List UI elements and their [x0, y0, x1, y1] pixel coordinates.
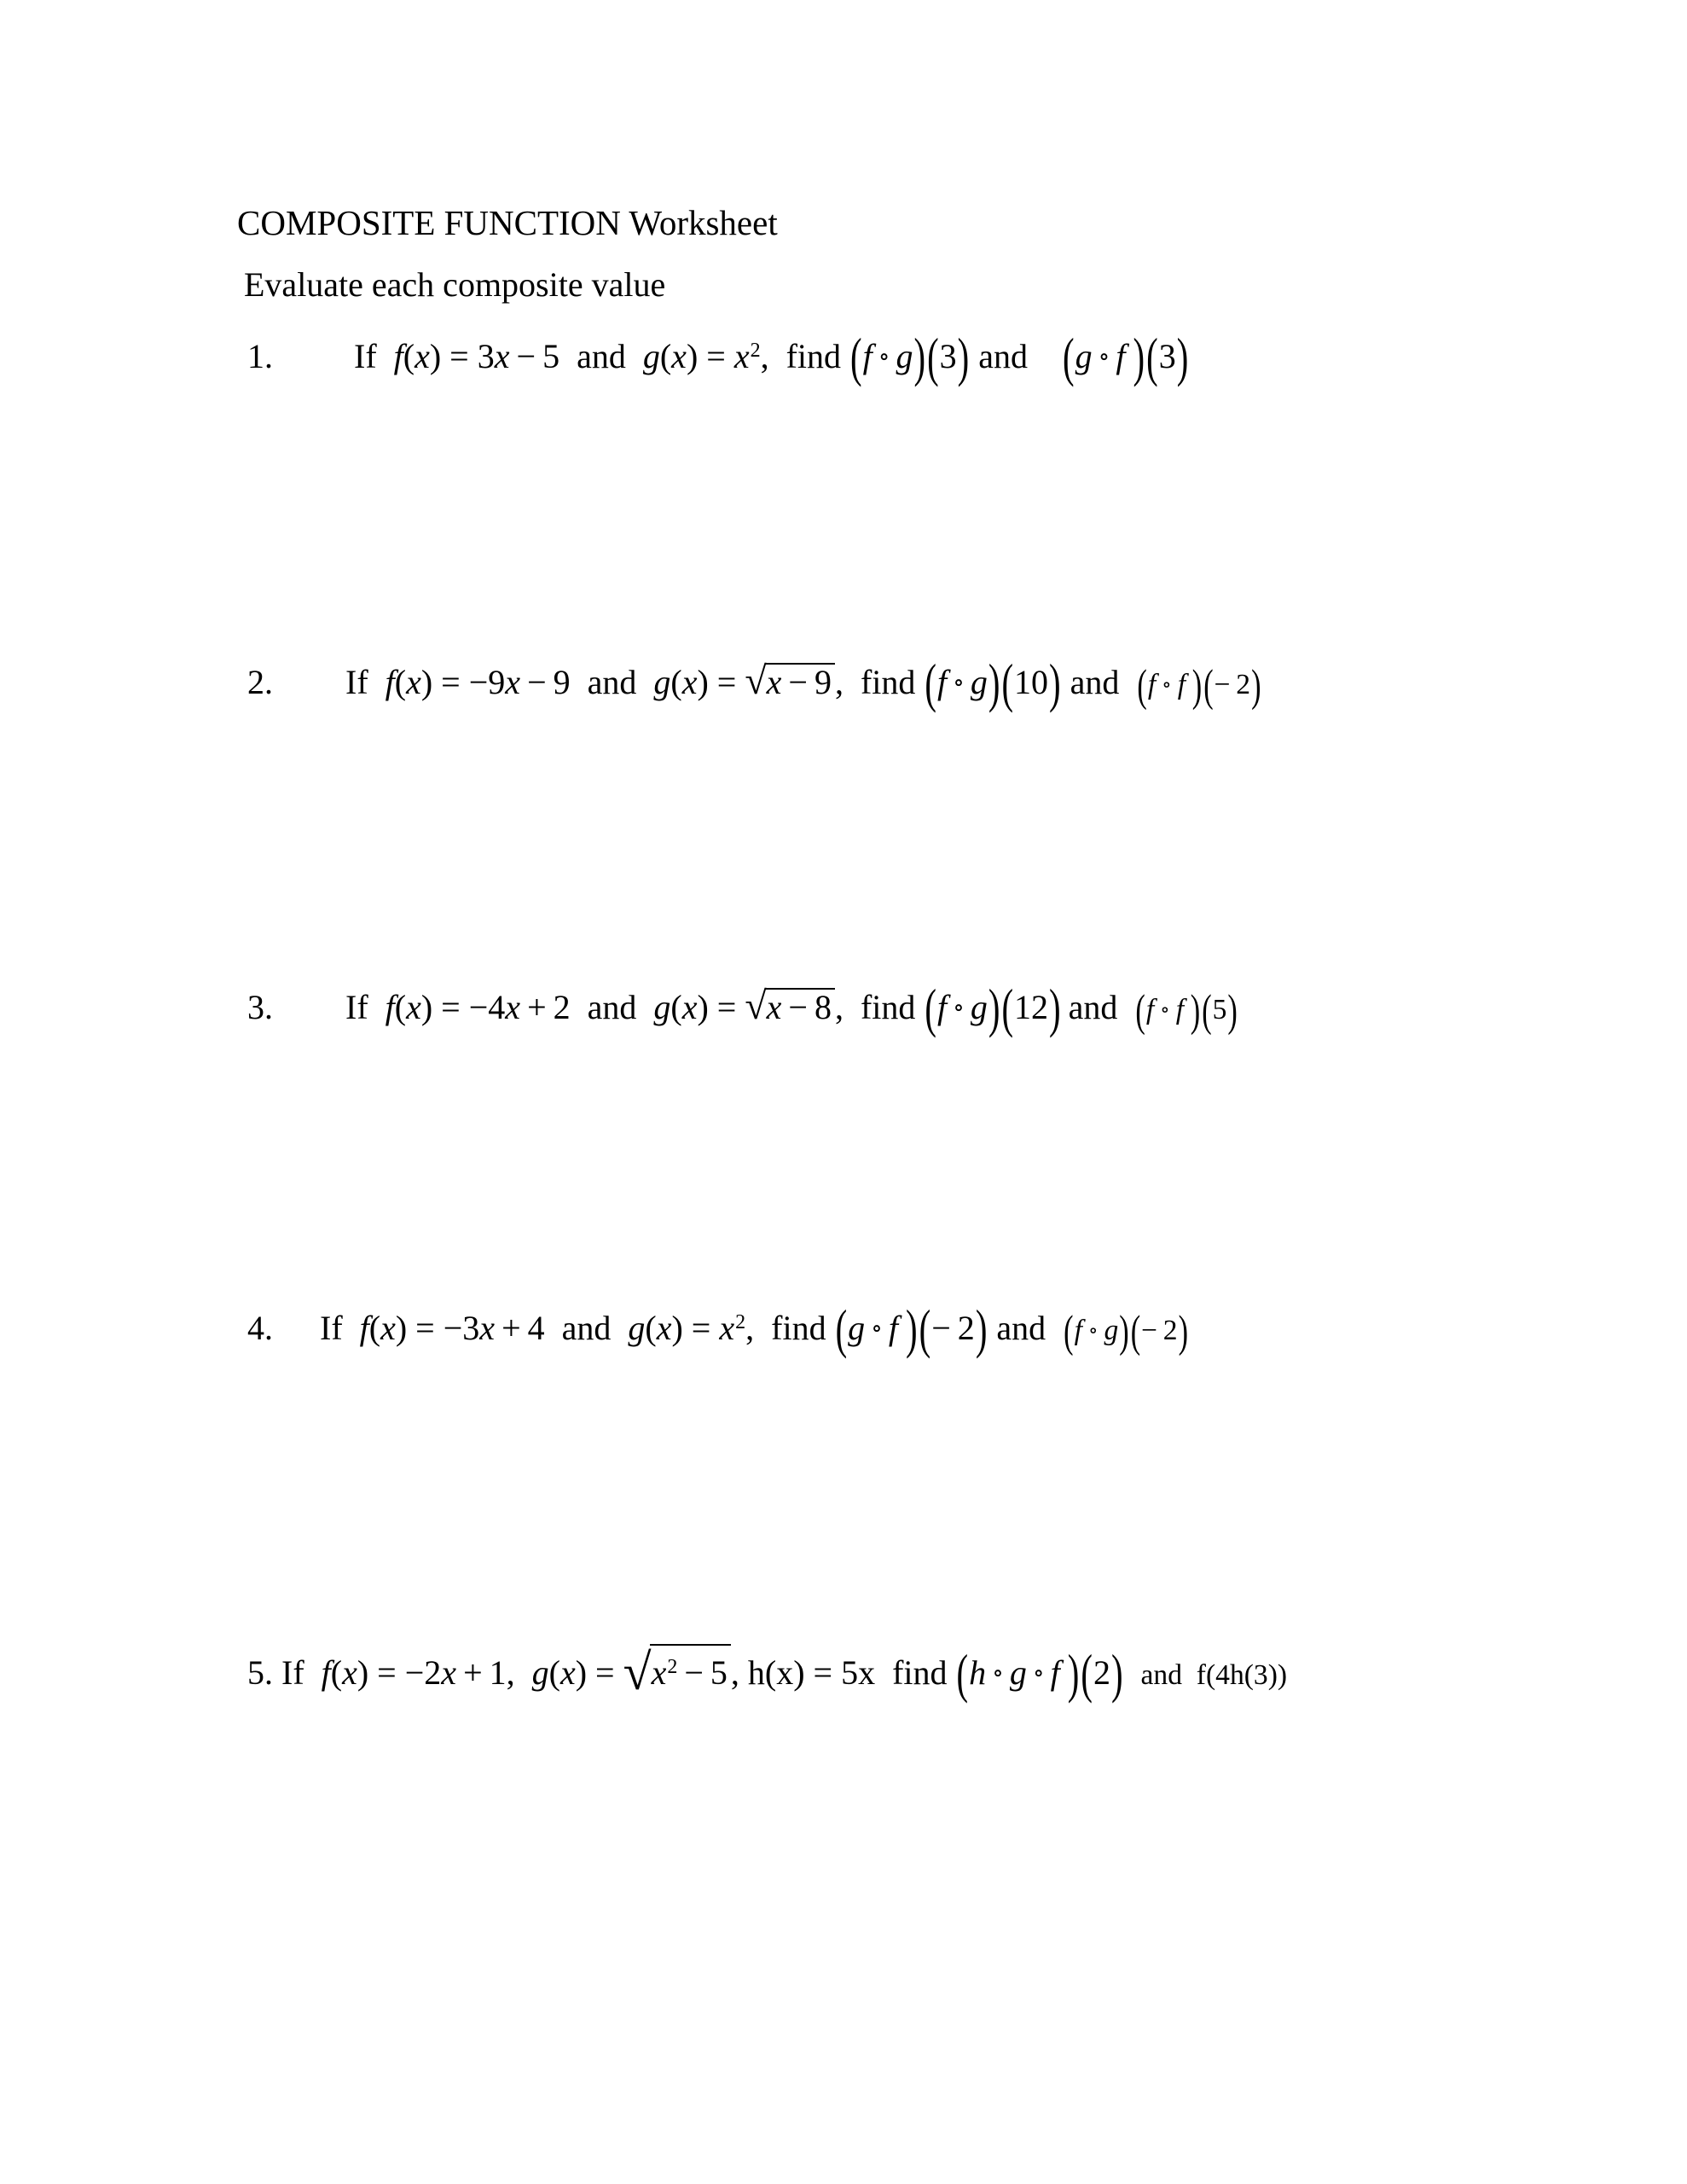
compose-operator-icon: ∘ — [1098, 344, 1110, 371]
math-text — [1124, 1653, 1141, 1692]
math-text: − 8 — [781, 988, 832, 1026]
math-variable: x — [479, 1309, 496, 1347]
math-text: − 9 — [781, 663, 832, 701]
math-text: If — [320, 1309, 360, 1347]
math-text: 10 — [1014, 663, 1049, 701]
math-text: If — [345, 988, 386, 1026]
math-variable: x — [505, 663, 521, 701]
math-variable: f — [1116, 337, 1126, 375]
math-variable: x — [494, 337, 510, 375]
compose-operator-icon: ∘ — [992, 1660, 1004, 1687]
radical-sign-icon: √ — [745, 984, 767, 1027]
math-variable: x — [559, 1653, 576, 1692]
math-variable: h — [969, 1653, 987, 1692]
math-text: + 2 and — [520, 988, 654, 1026]
math-variable: x — [671, 337, 687, 375]
math-variable: f — [1175, 994, 1185, 1025]
math-text: , find — [834, 988, 925, 1026]
math-radicand — [650, 1644, 731, 1691]
math-text: and — [970, 337, 1063, 375]
compose-operator-icon: ∘ — [953, 995, 965, 1022]
problem-line — [247, 1299, 1189, 1359]
math-big-paren: ( — [1203, 660, 1214, 712]
math-big-paren: ) — [1176, 328, 1189, 387]
math-text: 3 — [939, 337, 957, 375]
math-text: and — [988, 1309, 1064, 1347]
math-big-paren: ) — [1178, 1306, 1188, 1357]
math-text: ) = — [686, 337, 734, 375]
math-big-paren: ) — [913, 328, 926, 387]
math-variable: f — [1050, 1653, 1060, 1692]
math-variable: x — [406, 663, 421, 701]
math-variable: g — [642, 337, 660, 375]
compose-operator-icon: ∘ — [1032, 1660, 1045, 1687]
problem-text — [320, 1299, 1189, 1359]
math-text: ) = — [671, 1309, 720, 1347]
math-variable: x — [406, 988, 421, 1026]
math-text: − 2 — [1141, 1315, 1178, 1346]
math-big-paren: ( — [1001, 979, 1014, 1038]
math-big-paren: ( — [850, 328, 862, 387]
math-text: ) = −9 — [420, 663, 506, 701]
problem-line — [247, 328, 1189, 387]
math-text: 3 — [1158, 337, 1176, 375]
math-big-paren: ( — [925, 979, 936, 1038]
math-variable: x — [656, 1309, 672, 1347]
math-text: and — [1061, 988, 1135, 1026]
math-radical — [745, 984, 835, 1027]
math-big-paren: ( — [1202, 985, 1212, 1037]
math-text — [1184, 994, 1190, 1025]
math-superscript: 2 — [735, 1310, 746, 1333]
math-big-paren: ) — [1227, 985, 1238, 1037]
math-variable: g — [970, 663, 988, 701]
math-text: ( — [403, 337, 415, 375]
math-variable: x — [733, 337, 750, 375]
math-big-paren: ) — [957, 328, 970, 387]
compose-operator-icon: ∘ — [1160, 998, 1170, 1021]
math-variable: f — [862, 337, 872, 375]
math-text: ( — [394, 663, 407, 701]
math-text: − 9 and — [520, 663, 654, 701]
problem-text — [354, 328, 1189, 387]
math-variable: x — [342, 1653, 357, 1692]
math-big-paren: ( — [927, 328, 939, 387]
math-big-paren: ( — [1001, 653, 1014, 713]
math-big-paren: ) — [1119, 1306, 1129, 1357]
math-big-paren: ( — [1063, 328, 1075, 387]
compose-operator-icon: ∘ — [1162, 673, 1172, 696]
math-text: ( — [659, 337, 672, 375]
math-big-paren: ( — [1064, 1306, 1074, 1357]
math-big-paren: ) — [1049, 979, 1061, 1038]
math-variable: x — [719, 1309, 735, 1347]
math-big-paren: ) — [1049, 653, 1061, 713]
compose-operator-icon: ∘ — [953, 670, 965, 697]
problem-number: 3. — [247, 988, 273, 1026]
math-text: − 2 — [931, 1309, 975, 1347]
problem-line — [247, 1644, 1288, 1704]
math-text: ) = — [697, 663, 745, 701]
compose-operator-icon: ∘ — [871, 1316, 883, 1343]
math-variable: g — [848, 1309, 866, 1347]
math-text: ( — [368, 1309, 381, 1347]
math-radical — [623, 1644, 731, 1700]
problem-number: 1. — [247, 337, 273, 375]
math-variable: g — [1075, 337, 1093, 375]
math-superscript: 2 — [750, 339, 761, 362]
math-text: 12 — [1014, 988, 1049, 1026]
page-title: COMPOSITE FUNCTION Worksheet — [237, 203, 778, 242]
math-text: ) = −4 — [420, 988, 506, 1026]
math-variable: f — [1145, 994, 1155, 1025]
math-text: − 5 — [677, 1653, 728, 1692]
math-radical — [745, 659, 835, 702]
math-text: 2 — [1093, 1653, 1110, 1692]
math-big-paren: ) — [1190, 985, 1201, 1037]
math-big-paren: ( — [925, 653, 936, 713]
math-variable: g — [653, 663, 671, 701]
math-variable: x — [415, 337, 430, 375]
math-big-paren: ( — [835, 1299, 848, 1359]
math-variable: x — [505, 988, 521, 1026]
math-variable: f — [359, 1309, 369, 1347]
math-big-paren: ( — [1146, 328, 1158, 387]
problem-text — [345, 979, 1238, 1038]
math-big-paren: ( — [956, 1644, 969, 1704]
math-variable: f — [888, 1309, 899, 1347]
math-text: ( — [548, 1653, 560, 1692]
math-radicand — [765, 663, 835, 700]
math-variable: g — [628, 1309, 646, 1347]
math-variable: f — [321, 1653, 331, 1692]
math-big-paren: ( — [1135, 985, 1145, 1037]
math-text: − 5 and — [509, 337, 643, 375]
math-radicand — [765, 988, 835, 1025]
math-big-paren: ( — [919, 1299, 931, 1359]
math-variable: f — [937, 663, 948, 701]
math-big-paren: ) — [988, 979, 1000, 1038]
math-big-paren: ( — [1130, 1306, 1141, 1357]
radical-sign-icon: √ — [623, 1644, 652, 1700]
math-variable: x — [681, 988, 698, 1026]
problem-number: 4. — [247, 1309, 273, 1347]
math-text: , find — [745, 1309, 835, 1347]
math-text — [1060, 1653, 1067, 1692]
math-text: 5 — [1212, 994, 1227, 1025]
math-variable: f — [385, 988, 395, 1026]
math-text: ) = — [697, 988, 745, 1026]
math-text: + 1, — [456, 1653, 532, 1692]
compose-operator-icon: ∘ — [1087, 1319, 1099, 1342]
math-big-paren: ) — [1191, 660, 1203, 712]
math-variable: g — [1104, 1315, 1119, 1346]
math-big-paren: ) — [975, 1299, 988, 1359]
math-variable: x — [441, 1653, 457, 1692]
math-variable: x — [766, 663, 782, 701]
math-text: − 2 — [1214, 669, 1251, 700]
math-text: and f(4h(3)) — [1140, 1659, 1288, 1691]
math-variable: x — [651, 1653, 667, 1692]
math-big-paren: ) — [1133, 328, 1145, 387]
problem-line — [247, 979, 1238, 1038]
problem-text — [281, 1644, 1288, 1704]
problem-number: 2. — [247, 663, 273, 701]
math-variable: f — [1074, 1315, 1082, 1346]
math-big-paren: ) — [988, 653, 1000, 713]
math-text: , find — [760, 337, 850, 375]
math-text: ( — [670, 663, 682, 701]
math-variable: g — [531, 1653, 549, 1692]
math-big-paren: ) — [1110, 1644, 1123, 1704]
math-text: ) = 3 — [429, 337, 495, 375]
math-text: ( — [330, 1653, 343, 1692]
problem-line — [247, 653, 1262, 713]
math-text: ( — [645, 1309, 657, 1347]
math-text: If — [281, 1653, 322, 1692]
math-text: , find — [834, 663, 925, 701]
math-variable: f — [393, 337, 403, 375]
math-small-group — [1141, 1659, 1288, 1691]
math-big-paren: ( — [1081, 1644, 1093, 1704]
math-variable: g — [896, 337, 913, 375]
math-small-group — [1063, 1306, 1189, 1357]
math-small-group — [1134, 985, 1238, 1037]
math-text: ) = −3 — [395, 1309, 480, 1347]
math-variable: f — [1147, 669, 1157, 700]
math-big-paren: ( — [1137, 660, 1147, 712]
math-big-paren: ) — [1067, 1644, 1080, 1704]
math-variable: f — [937, 988, 948, 1026]
math-text: ) = −2 — [357, 1653, 442, 1692]
math-variable: x — [380, 1309, 396, 1347]
math-text — [1125, 337, 1132, 375]
math-text — [898, 1309, 905, 1347]
math-small-group — [1136, 660, 1261, 712]
math-text — [1186, 669, 1191, 700]
math-text: + 4 and — [495, 1309, 629, 1347]
math-text: , h(x) = 5x find — [730, 1653, 956, 1692]
math-variable: g — [653, 988, 671, 1026]
math-variable: x — [766, 988, 782, 1026]
math-text: ( — [394, 988, 407, 1026]
math-superscript: 2 — [667, 1655, 678, 1678]
math-variable: f — [1177, 669, 1186, 700]
math-variable: g — [1009, 1653, 1027, 1692]
math-variable: g — [970, 988, 988, 1026]
math-text: ( — [670, 988, 682, 1026]
math-text: ) = — [575, 1653, 623, 1692]
math-big-paren: ) — [906, 1299, 918, 1359]
math-text: If — [354, 337, 394, 375]
math-variable: f — [385, 663, 395, 701]
math-text: If — [345, 663, 386, 701]
compose-operator-icon: ∘ — [878, 344, 890, 371]
radical-sign-icon: √ — [745, 659, 767, 702]
math-text: and — [1061, 663, 1137, 701]
problem-text — [345, 653, 1262, 713]
problem-number: 5. — [247, 1653, 273, 1692]
math-variable: x — [681, 663, 698, 701]
page-subtitle: Evaluate each composite value — [244, 265, 666, 304]
math-big-paren: ) — [1251, 660, 1261, 712]
